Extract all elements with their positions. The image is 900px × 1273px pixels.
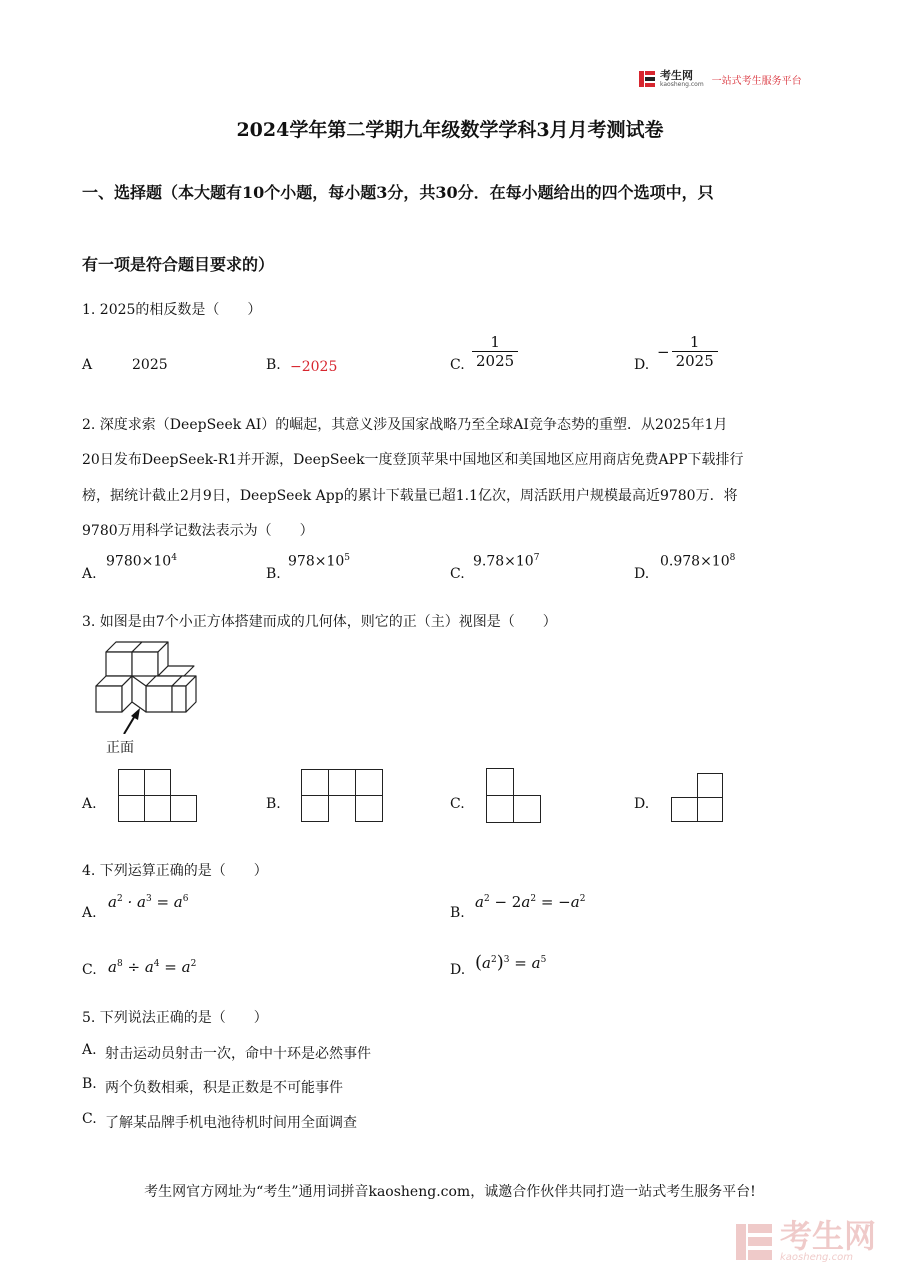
q1-stem: 1. 2025的相反数是（ ）	[82, 302, 262, 318]
q2-option-d	[660, 553, 735, 570]
q3-option-a-view	[118, 769, 198, 823]
q3-cube-figure	[90, 634, 220, 734]
q2-option-b	[288, 553, 350, 570]
brand-header	[638, 70, 802, 88]
q2-option-c-label: C.	[450, 566, 465, 582]
q2-option-a-label: A.	[82, 566, 97, 582]
q2-option-c	[473, 553, 539, 570]
section-heading-line1: 一、选择题（本大题有10个小题，每小题3分，共30分．在每小题给出的四个选项中，只	[82, 183, 714, 202]
q4-option-b-label: B.	[450, 905, 465, 921]
q4-option-a-label: A.	[82, 905, 97, 921]
q2-option-a-exp: 4	[171, 553, 177, 563]
q2-option-d-label: D.	[634, 566, 650, 582]
view-cell	[486, 795, 514, 823]
page-footer: 考生网官方网址为“考生”通用词拼音kaosheng.com，诚邀合作伙伴共同打造一站式考生服务平台!	[144, 1184, 756, 1200]
brand-domain: kaosheng.com	[660, 81, 704, 88]
view-cell	[301, 795, 329, 822]
q5-option-a-text: 射击运动员射击一次，命中十环是必然事件	[105, 1046, 371, 1062]
view-cell	[144, 795, 171, 822]
view-cell	[118, 769, 145, 796]
q4-option-d-label: D.	[450, 962, 466, 978]
brand-text	[660, 70, 704, 88]
q4-stem: 4. 下列运算正确的是（ ）	[82, 863, 268, 879]
q1-option-c-fraction	[472, 333, 518, 370]
q5-option-c-label: C.	[82, 1111, 97, 1127]
q5-stem: 5. 下列说法正确的是（ ）	[82, 1010, 268, 1026]
q3-option-c-label: C.	[450, 796, 465, 812]
q3-stem: 3. 如图是由7个小正方体搭建而成的几何体，则它的正（主）视图是（ ）	[82, 614, 557, 630]
front-arrow-icon	[124, 708, 140, 734]
q3-option-d-view	[671, 773, 723, 823]
q4-option-c-expr: $a^8 \div a^4 = a^2$	[108, 958, 197, 976]
view-cell	[118, 795, 145, 822]
q5-option-a-label: A.	[82, 1042, 97, 1058]
view-cell	[697, 773, 723, 798]
brand-tagline: 一站式考生服务平台	[711, 75, 802, 87]
q1-option-c-numerator: 1	[490, 333, 500, 351]
q3-option-d-label: D.	[634, 796, 650, 812]
q2-option-c-base: 9.78×10	[473, 553, 534, 570]
watermark	[734, 1217, 876, 1263]
kaosheng-logo-icon	[638, 70, 656, 88]
q2-option-d-base: 0.978×10	[660, 553, 730, 570]
q1-option-d-fraction	[657, 333, 718, 370]
page-title: 2024学年第二学期九年级数学学科3月月考测试卷	[236, 119, 664, 141]
q1-option-c-label: C.	[450, 357, 465, 373]
q1-option-d-numerator: 1	[689, 333, 700, 351]
watermark-text-block	[779, 1217, 876, 1263]
q3-option-b-label: B.	[266, 796, 281, 812]
q2-option-b-base: 978×10	[288, 553, 345, 570]
q5-option-b-label: B.	[82, 1076, 97, 1092]
q1-option-b-value: −2025	[290, 359, 338, 375]
view-cell	[301, 769, 329, 796]
view-cell	[486, 768, 514, 796]
view-cell	[355, 795, 383, 822]
view-cell	[355, 769, 383, 796]
q5-option-b-text: 两个负数相乘，积是正数是不可能事件	[105, 1080, 343, 1096]
watermark-logo-icon	[734, 1222, 774, 1262]
q3-option-c-view	[486, 768, 542, 823]
q2-option-a-base: 9780×10	[106, 553, 172, 570]
q1-option-b-label: B.	[266, 357, 281, 373]
q1-option-a-label: A	[82, 357, 93, 373]
view-cell	[513, 795, 541, 823]
q2-option-c-exp: 7	[533, 553, 540, 563]
q1-option-d-sign: −	[657, 342, 670, 361]
q1-option-c-denominator: 2025	[472, 351, 518, 370]
q3-front-label: 正面	[106, 740, 134, 756]
q2-option-a	[106, 553, 177, 570]
q1-option-d-denominator: 2025	[672, 351, 718, 370]
view-cell	[144, 769, 171, 796]
q4-option-c-label: C.	[82, 962, 97, 978]
q2-stem-line1: 2. 深度求索（DeepSeek AI）的崛起，其意义涉及国家战略乃至全球AI竞争态势的重塑．从2025年1月	[82, 417, 728, 433]
q4-option-b-expr: $a^2 - 2a^2 = -a^2$	[475, 893, 586, 911]
watermark-text: 考生网	[779, 1217, 876, 1255]
view-cell	[697, 797, 723, 822]
q3-option-a-label: A.	[82, 796, 97, 812]
q3-option-b-view	[301, 769, 383, 823]
view-cell	[328, 769, 356, 796]
q1-option-a-value: 2025	[132, 357, 168, 373]
brand-name: 考生网	[660, 69, 693, 82]
q2-option-b-label: B.	[266, 566, 281, 582]
q4-option-d-expr: $(a^2)^3 = a^5$	[475, 952, 547, 973]
section-heading-line2: 有一项是符合题目要求的）	[82, 255, 275, 274]
q5-option-c-text: 了解某品牌手机电池待机时间用全面调查	[105, 1115, 357, 1131]
q2-option-d-exp: 8	[729, 553, 736, 563]
q2-stem-line2: 20日发布DeepSeek-R1并开源，DeepSeek一度登顶苹果中国地区和美国地区应用商店免费APP下载排行	[82, 452, 744, 468]
view-cell	[671, 797, 698, 822]
q2-stem-line4: 9780万用科学记数法表示为（ ）	[82, 523, 314, 539]
view-cell	[170, 795, 197, 822]
q1-option-d-label: D.	[634, 357, 650, 373]
q4-option-a-expr: $a^2 \cdot a^3 = a^6$	[108, 893, 189, 911]
watermark-domain: kaosheng.com	[779, 1252, 853, 1263]
q2-option-b-exp: 5	[344, 553, 351, 563]
q2-stem-line3: 榜，据统计截止2月9日，DeepSeek App的累计下载量已超1.1亿次，周活跃用户规模最高近9780万．将	[82, 488, 738, 504]
